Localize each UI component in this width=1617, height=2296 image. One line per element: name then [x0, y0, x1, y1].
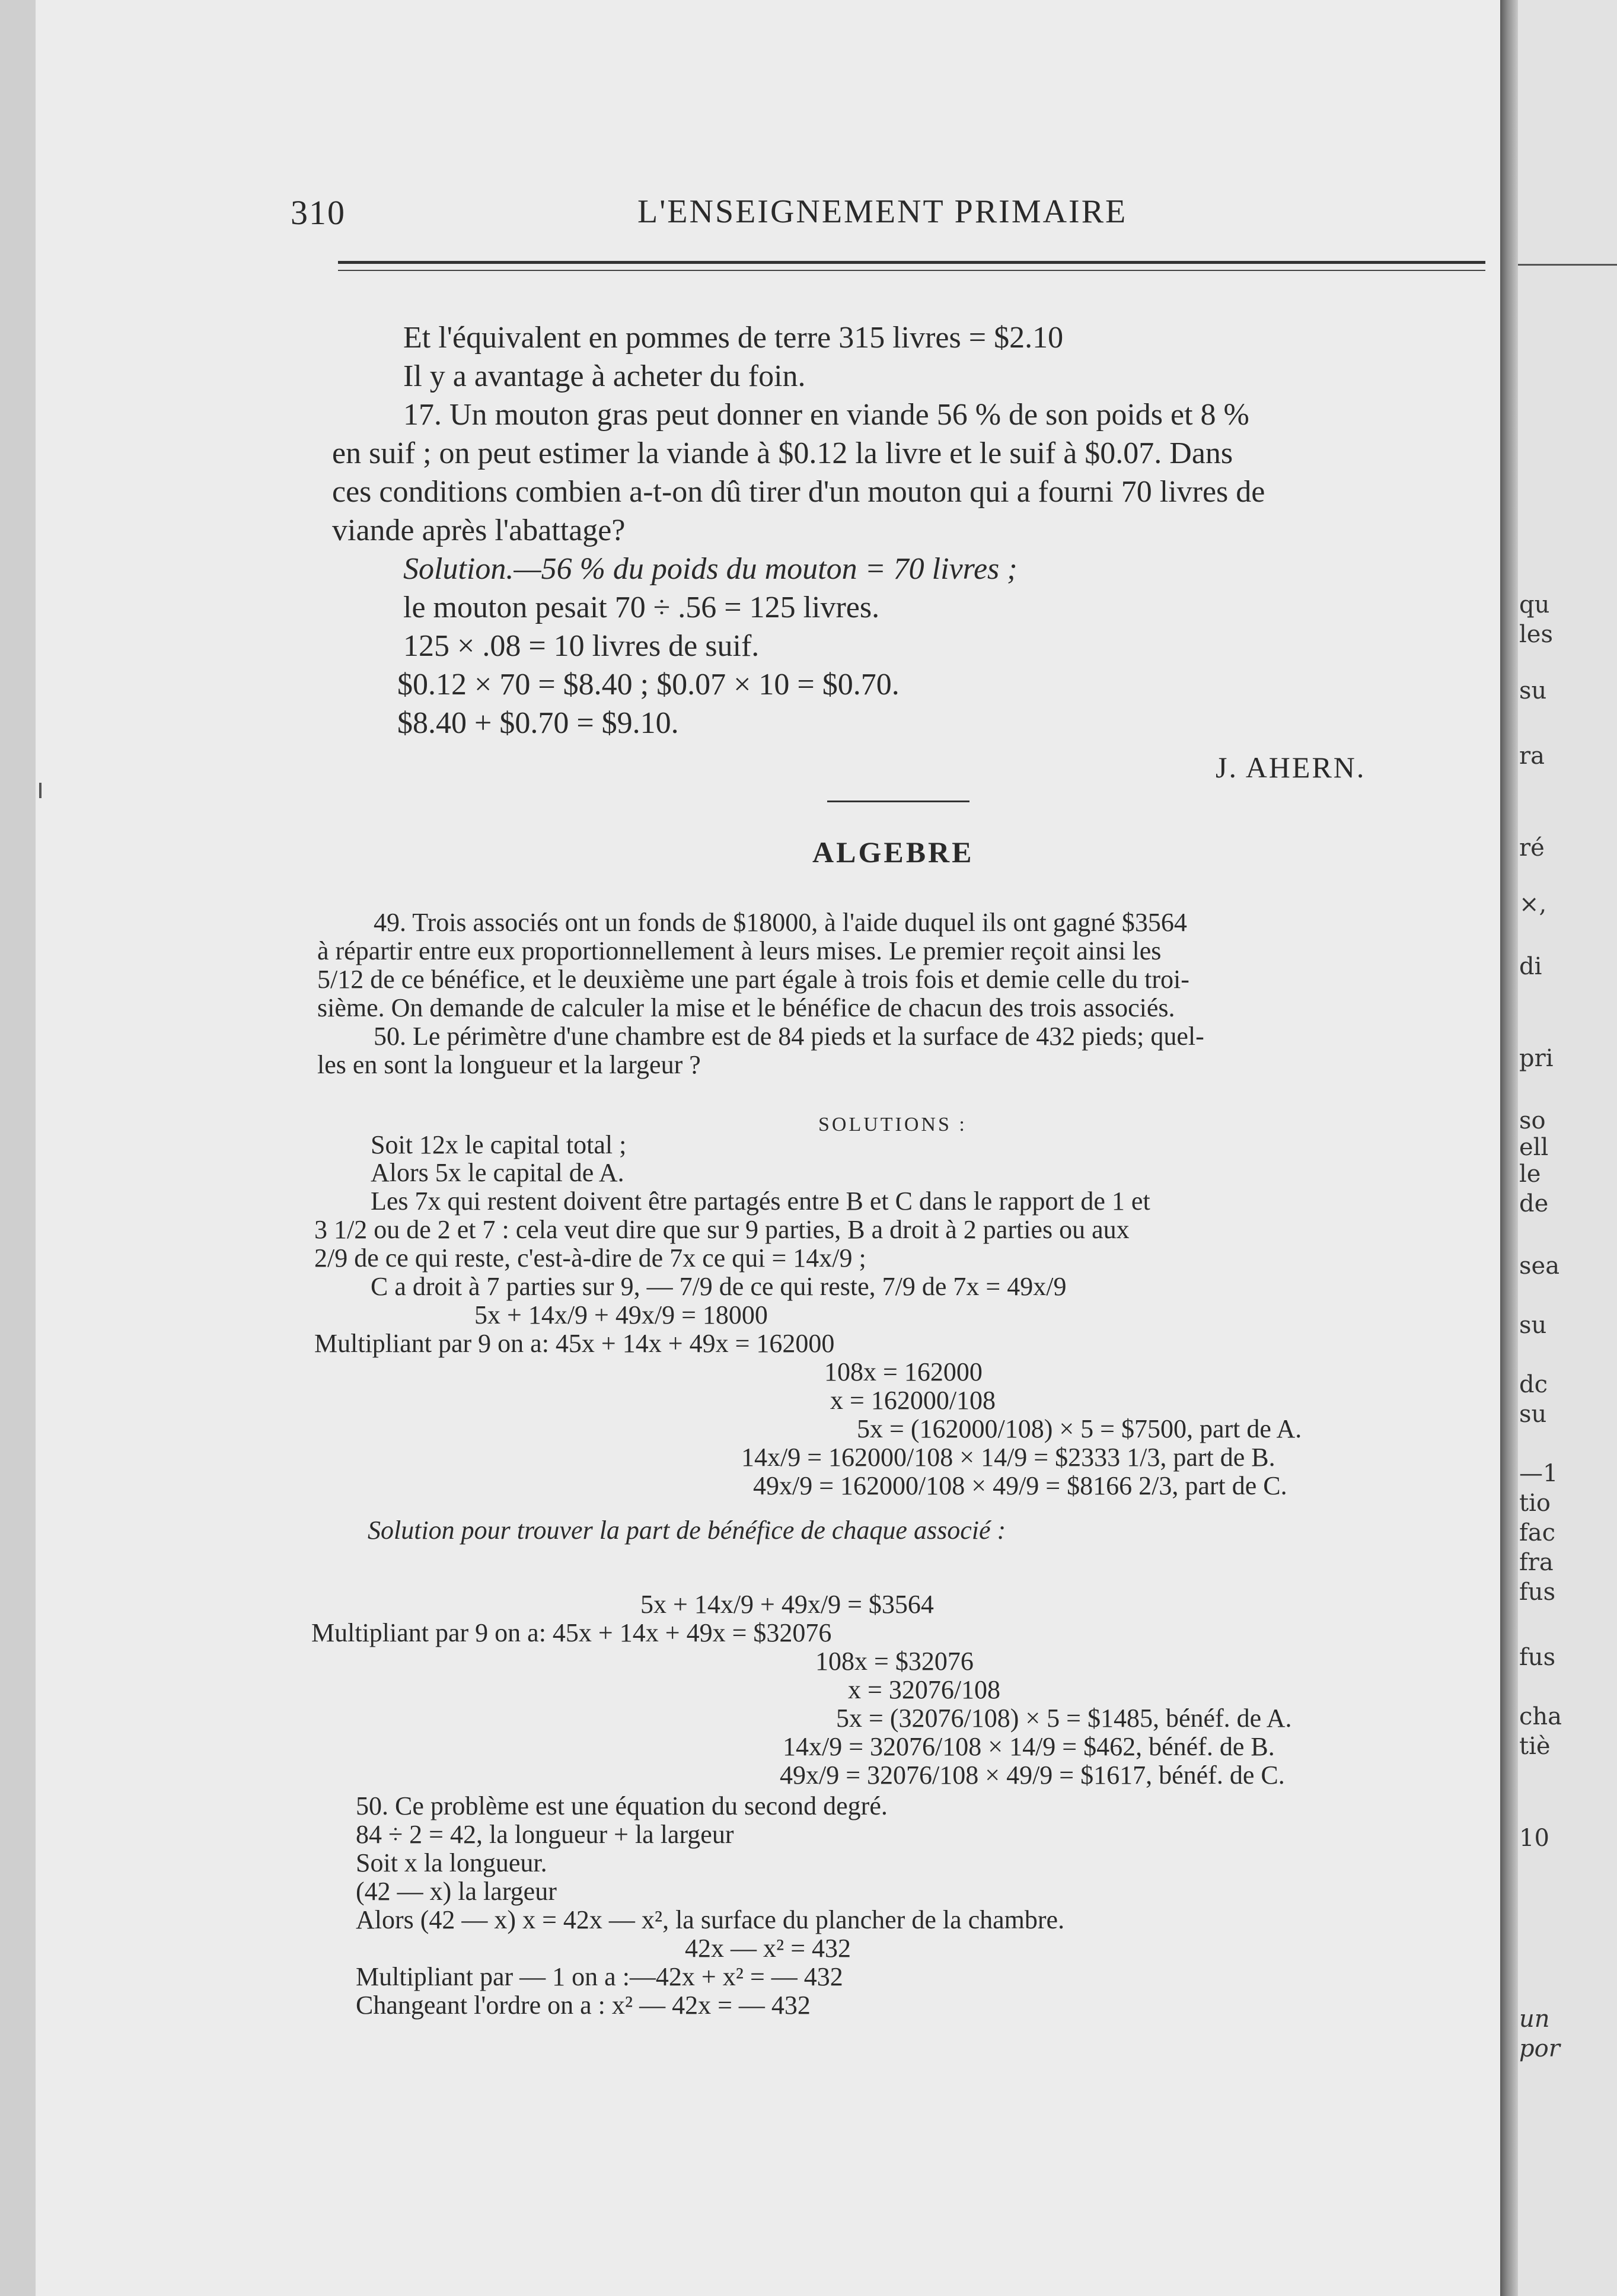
equation-line: Changeant l'ordre on a : x² — 42x = — 432 [356, 1991, 811, 2020]
equation-line: 5x = (32076/108) × 5 = $1485, bénéf. de A. [836, 1704, 1292, 1733]
equation-line: 49x/9 = 162000/108 × 49/9 = $8166 2/3, part de C. [753, 1471, 1287, 1500]
text-line: ces conditions combien a-t-on dû tirer d'un mouton qui a fourni 70 livres de [332, 475, 1265, 509]
problem-line: 50. Le périmètre d'une chambre est de 84 pieds et la surface de 432 pieds; quel- [374, 1022, 1204, 1051]
equation-line: 5x + 14x/9 + 49x/9 = $3564 [640, 1590, 934, 1619]
book-page [36, 0, 1500, 2296]
solution-line: Les 7x qui restent doivent être partagés entre B et C dans le rapport de 1 et [371, 1187, 1150, 1216]
header-rule-thick [338, 261, 1485, 264]
facing-page-fragment: les [1519, 621, 1553, 648]
equation-line: x = 32076/108 [848, 1675, 1001, 1704]
header-rule-thin [338, 270, 1485, 271]
running-title: L'ENSEIGNEMENT PRIMAIRE [637, 193, 1128, 230]
section-divider [827, 801, 969, 802]
text-line: $0.12 × 70 = $8.40 ; $0.07 × 10 = $0.70. [397, 668, 900, 701]
solution-line: Solution.—56 % du poids du mouton = 70 livres ; [403, 552, 1018, 586]
facing-page-fragment: tio [1519, 1490, 1551, 1517]
facing-page-fragment: fus [1519, 1578, 1556, 1606]
solution-line: Alors (42 — x) x = 42x — x², la surface du plancher de la chambre. [356, 1905, 1065, 1934]
facing-page-fragment: pri [1519, 1045, 1554, 1072]
facing-page-fragment: di [1519, 953, 1542, 980]
equation-line: Multipliant par 9 on a: 45x + 14x + 49x = $32076 [311, 1618, 832, 1647]
facing-page-fragment: so [1519, 1107, 1546, 1134]
equation-line: 49x/9 = 32076/108 × 49/9 = $1617, bénéf. de C. [780, 1761, 1285, 1790]
solution-line: Soit x la longueur. [356, 1848, 547, 1877]
equation-line: Multipliant par 9 on a: 45x + 14x + 49x = 162000 [314, 1329, 835, 1358]
book-gutter-shadow [1500, 0, 1518, 2296]
solution-line: C a droit à 7 parties sur 9, — 7/9 de ce qui reste, 7/9 de 7x = 49x/9 [371, 1272, 1067, 1301]
facing-page-fragment: ell [1519, 1134, 1549, 1161]
solution-line: 2/9 de ce qui reste, c'est-à-dire de 7x ce qui = 14x/9 ; [314, 1243, 866, 1273]
author-signature: J. AHERN. [1216, 751, 1366, 784]
equation-line: 108x = $32076 [815, 1647, 974, 1676]
facing-page-fragment: su [1519, 1312, 1547, 1339]
solution-line: (42 — x) la largeur [356, 1877, 557, 1906]
text-line: viande après l'abattage? [332, 514, 626, 547]
equation-line: 14x/9 = 32076/108 × 14/9 = $462, bénéf. de B. [783, 1732, 1275, 1761]
facing-page-fragment: de [1519, 1190, 1549, 1217]
equation-line: x = 162000/108 [830, 1386, 996, 1415]
problem-line: à répartir entre eux proportionnellement à leurs mises. Le premier reçoit ainsi les [317, 936, 1162, 965]
solutions-heading: SOLUTIONS : [818, 1114, 967, 1136]
facing-page-fragment: cha [1519, 1703, 1562, 1730]
facing-page-fragment: por [1519, 2035, 1560, 2062]
text-line: 125 × .08 = 10 livres de suif. [403, 629, 760, 663]
problem-line: les en sont la longueur et la largeur ? [317, 1050, 701, 1079]
facing-page-edge [1518, 0, 1617, 2296]
solution-line: 3 1/2 ou de 2 et 7 : cela veut dire que sur 9 parties, B a droit à 2 parties ou aux [314, 1215, 1130, 1244]
facing-page-fragment: dc [1519, 1371, 1548, 1398]
solution-line: Soit 12x le capital total ; [371, 1130, 627, 1159]
facing-page-fragment: un [1519, 2005, 1550, 2033]
facing-page-fragment: 10 [1519, 1825, 1549, 1852]
margin-mark [39, 783, 42, 798]
facing-page-fragment: tiè [1519, 1733, 1551, 1760]
facing-page-fragment: le [1519, 1160, 1541, 1188]
problem-line: sième. On demande de calculer la mise et le bénéfice de chacun des trois associés. [317, 993, 1175, 1022]
facing-page-fragment: su [1519, 677, 1547, 704]
equation-line: 5x + 14x/9 + 49x/9 = 18000 [474, 1300, 768, 1329]
text-line: Il y a avantage à acheter du foin. [403, 359, 806, 393]
equation-line: 42x — x² = 432 [685, 1934, 851, 1963]
equation-line: Multipliant par — 1 on a :—42x + x² = — 432 [356, 1962, 843, 1991]
problem-line: 49. Trois associés ont un fonds de $18000, à l'aide duquel ils ont gagné $3564 [374, 908, 1187, 937]
benefit-heading: Solution pour trouver la part de bénéfice de chaque associé : [368, 1516, 1006, 1545]
text-line: Et l'équivalent en pommes de terre 315 livres = $2.10 [403, 321, 1064, 355]
facing-page-fragment: ×, [1519, 891, 1547, 918]
facing-page-fragment: su [1519, 1401, 1547, 1428]
facing-page-fragment: sea [1519, 1252, 1560, 1280]
page-number: 310 [291, 193, 346, 232]
solution-line: 50. Ce problème est une équation du second degré. [356, 1791, 888, 1820]
page-header [36, 193, 1500, 240]
solution-line: 84 ÷ 2 = 42, la longueur + la largeur [356, 1820, 734, 1849]
facing-page-fragment: ra [1519, 742, 1545, 770]
equation-line: 14x/9 = 162000/108 × 14/9 = $2333 1/3, part de B. [741, 1443, 1275, 1472]
facing-page-fragment: —1 [1519, 1460, 1558, 1487]
facing-page-fragment: fra [1519, 1549, 1554, 1576]
facing-page-rule [1518, 264, 1617, 266]
problem-line: 5/12 de ce bénéfice, et le deuxième une part égale à trois fois et demie celle du troi- [317, 965, 1189, 994]
text-line: le mouton pesait 70 ÷ .56 = 125 livres. [403, 591, 880, 624]
facing-page-fragment: qu [1519, 591, 1550, 618]
text-line: $8.40 + $0.70 = $9.10. [397, 706, 679, 740]
solution-line: Alors 5x le capital de A. [371, 1158, 624, 1187]
text-line: en suif ; on peut estimer la viande à $0.12 la livre et le suif à $0.07. Dans [332, 436, 1233, 470]
equation-line: 5x = (162000/108) × 5 = $7500, part de A. [857, 1414, 1302, 1443]
text-line: 17. Un mouton gras peut donner en viande 56 % de son poids et 8 % [403, 398, 1249, 432]
equation-line: 108x = 162000 [824, 1357, 983, 1386]
section-title: ALGEBRE [812, 836, 974, 869]
facing-page-fragment: fac [1519, 1519, 1556, 1546]
facing-page-fragment: fus [1519, 1644, 1556, 1671]
facing-page-fragment: ré [1519, 834, 1545, 862]
